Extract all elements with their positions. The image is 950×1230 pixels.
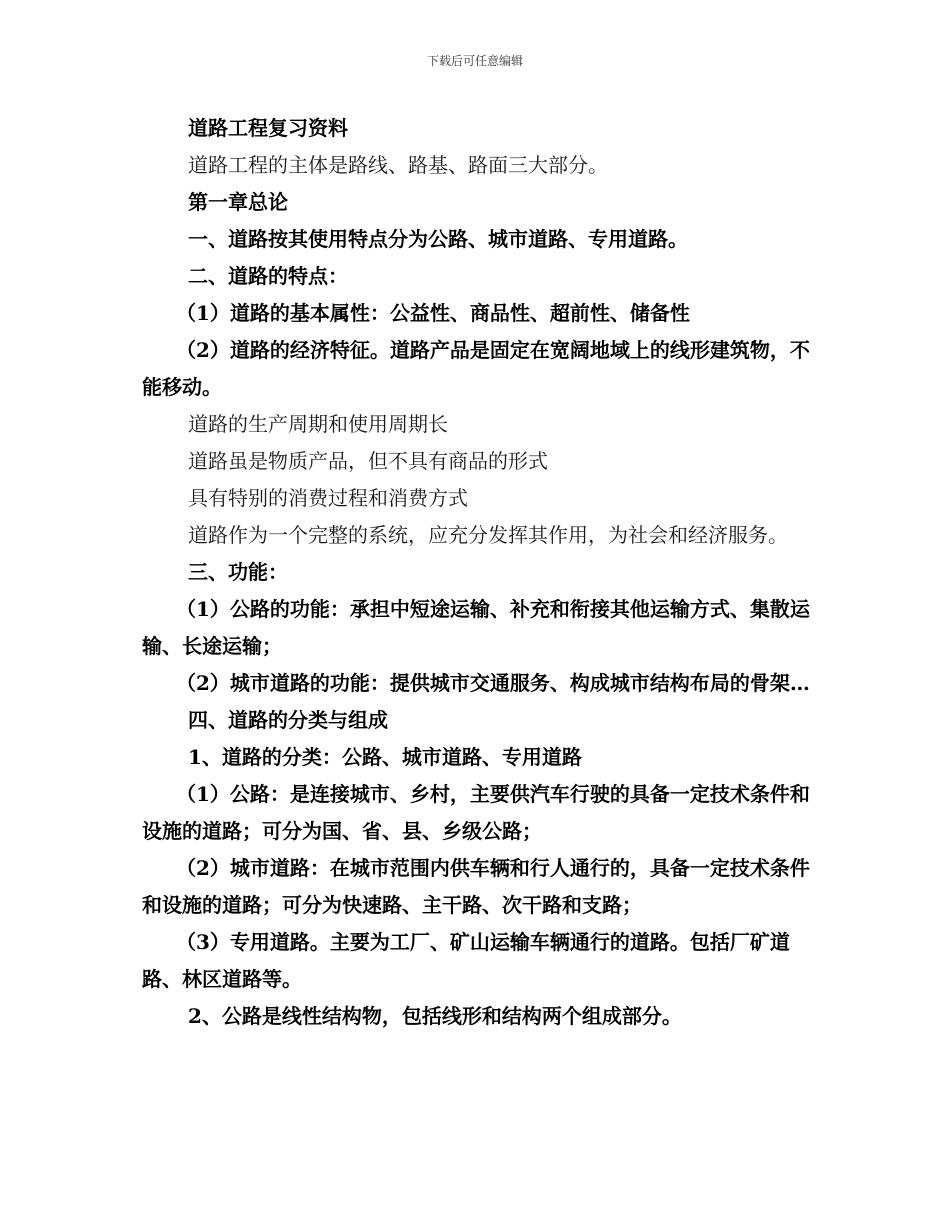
paragraph: 具有特别的消费过程和消费方式 bbox=[188, 486, 468, 510]
paragraph: （2）城市道路的功能：提供城市交通服务、构成城市结构布局的骨架… bbox=[176, 671, 810, 695]
paragraph: （2）道路的经济特征。道路产品是固定在宽阔地域上的线形建筑物，不能移动。 bbox=[142, 338, 810, 399]
paragraph: （2）城市道路：在城市范围内供车辆和行人通行的，具备一定技术条件和设施的道路；可分为快速路、主干路、次干路和支路； bbox=[142, 856, 810, 917]
paragraph: 1、道路的分类：公路、城市道路、专用道路 bbox=[188, 745, 582, 769]
paragraph: （1）道路的基本属性：公益性、商品性、超前性、储备性 bbox=[176, 301, 690, 325]
paragraph: （1）公路：是连接城市、乡村，主要供汽车行驶的具备一定技术条件和设施的道路；可分为国、省、县、乡级公路； bbox=[142, 782, 810, 843]
paragraph: 道路的生产周期和使用周期长 bbox=[188, 412, 448, 436]
section-heading: 四、道路的分类与组成 bbox=[188, 708, 388, 732]
paragraph: （1）公路的功能：承担中短途运输、补充和衔接其他运输方式、集散运输、长途运输； bbox=[142, 597, 810, 658]
paragraph: 道路作为一个完整的系统，应充分发挥其作用，为社会和经济服务。 bbox=[188, 523, 788, 547]
page-header: 下载后可任意编辑 bbox=[426, 54, 523, 68]
doc-title: 道路工程复习资料 bbox=[188, 116, 348, 140]
paragraph: （3）专用道路。主要为工厂、矿山运输车辆通行的道路。包括厂矿道路、林区道路等。 bbox=[142, 930, 790, 991]
section-heading: 二、道路的特点： bbox=[188, 264, 348, 288]
paragraph: 一、道路按其使用特点分为公路、城市道路、专用道路。 bbox=[188, 227, 688, 251]
paragraph: 道路虽是物质产品，但不具有商品的形式 bbox=[188, 449, 548, 473]
document-body bbox=[142, 110, 812, 1035]
chapter-heading: 第一章总论 bbox=[188, 190, 288, 214]
paragraph: 2、公路是线性结构物，包括线形和结构两个组成部分。 bbox=[188, 1004, 682, 1028]
section-heading: 三、功能： bbox=[188, 560, 288, 584]
paragraph: 道路工程的主体是路线、路基、路面三大部分。 bbox=[188, 153, 608, 177]
